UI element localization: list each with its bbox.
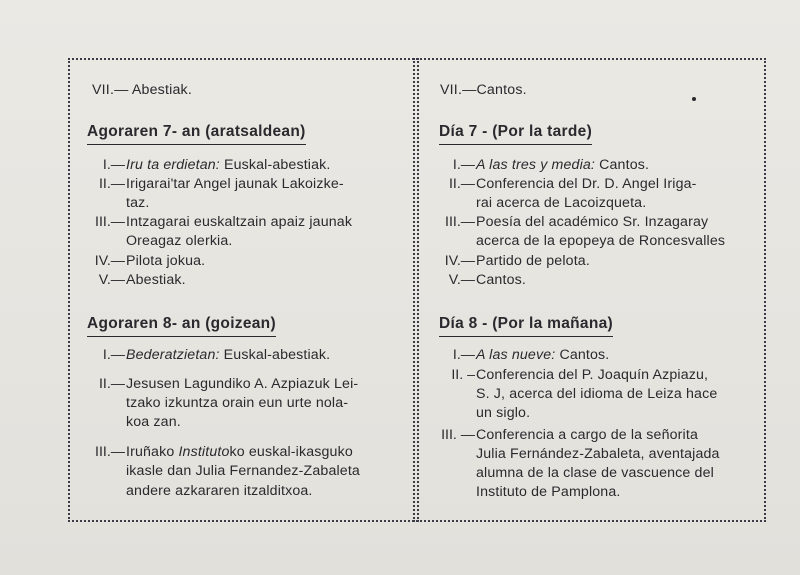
item-number: III.— <box>95 444 125 460</box>
item-emphasis: Instituto <box>178 444 230 460</box>
item-text <box>126 156 330 174</box>
item-line: Julia Fernández-Zabaleta, aventajada <box>476 446 720 462</box>
item-line: Conferencia del P. Joaquín Azpiazu, <box>476 367 709 383</box>
item-number: III. — <box>441 427 475 443</box>
basque-column <box>70 58 413 522</box>
item-line: un siglo. <box>476 405 531 421</box>
top-item: VII.— Abestiak. <box>92 82 192 98</box>
top-item: VII.—Cantos. <box>440 82 527 98</box>
item-line: ikasle dan Julia Fernandez-Zabaleta <box>126 463 360 479</box>
item-line: Conferencia del Dr. D. Angel Iriga- <box>476 176 697 192</box>
item-line: rai acerca de Lacoizqueta. <box>476 195 647 211</box>
item-number: III.— <box>445 214 475 230</box>
item-number: I.— <box>102 347 125 363</box>
item-line: Poesía del académico Sr. Inzagaray <box>476 214 709 230</box>
section-heading: Agoraren 7- an (aratsaldean) <box>87 122 306 145</box>
spanish-column <box>419 58 764 522</box>
item-line: acerca de la epopeya de Roncesvalles <box>476 233 726 249</box>
item-line: Jesusen Lagundiko A. Azpiazuk Lei- <box>126 376 359 392</box>
item-line: Oreagaz olerkia. <box>126 233 233 249</box>
item-number: V.— <box>98 272 125 288</box>
item-line: Partido de pelota. <box>476 253 590 269</box>
item-line: taz. <box>126 195 150 211</box>
item-line: Cantos. <box>595 157 650 173</box>
section-heading: Día 8 - (Por la mañana) <box>439 314 613 337</box>
item-number: I.— <box>102 157 125 173</box>
item-line: koa zan. <box>126 414 181 430</box>
item-line: Irigarai'tar Angel jaunak Lakoizke- <box>126 176 344 192</box>
item-line: tzako izkuntza orain eun urte nola- <box>126 395 349 411</box>
item-number: III.— <box>95 214 125 230</box>
item-line: Intzagarai euskaltzain apaiz jaunak <box>126 214 353 230</box>
item-text <box>126 443 353 461</box>
item-prefix: Iruñako <box>126 444 179 460</box>
section-heading: Día 7 - (Por la tarde) <box>439 122 592 145</box>
item-line: Instituto de Pamplona. <box>476 484 621 500</box>
item-number: I.— <box>452 157 475 173</box>
item-number: II. – <box>451 367 475 383</box>
item-number: V.— <box>448 272 475 288</box>
item-suffix: ko euskal-ikasguko <box>229 444 353 460</box>
item-number: II.— <box>448 176 475 192</box>
item-line: alumna de la clase de vascuence del <box>476 465 714 481</box>
item-line: Cantos. <box>476 272 526 288</box>
item-number: IV.— <box>94 253 125 269</box>
item-number: IV.— <box>444 253 475 269</box>
item-emphasis: A las tres y media: <box>476 157 596 173</box>
item-number: II.— <box>98 176 125 192</box>
item-line: Euskal-abestiak. <box>219 347 331 363</box>
item-text <box>126 346 330 364</box>
item-number: II.— <box>98 376 125 392</box>
item-text <box>476 346 609 364</box>
section-heading: Agoraren 8- an (goizean) <box>87 314 276 337</box>
item-emphasis: Iru ta erdietan: <box>126 157 220 173</box>
item-line: Euskal-abestiak. <box>219 157 331 173</box>
item-line: Cantos. <box>555 347 610 363</box>
item-emphasis: Bederatzietan: <box>126 347 220 363</box>
item-line: andere azkararen itzalditxoa. <box>126 483 313 499</box>
item-line: Pilota jokua. <box>126 253 206 269</box>
item-emphasis: A las nueve: <box>476 347 556 363</box>
item-text <box>476 156 649 174</box>
item-number: I.— <box>452 347 475 363</box>
item-line: Abestiak. <box>126 272 186 288</box>
item-line: Conferencia a cargo de la señorita <box>476 427 698 443</box>
item-line: S. J, acerca del idioma de Leiza hace <box>476 386 718 402</box>
